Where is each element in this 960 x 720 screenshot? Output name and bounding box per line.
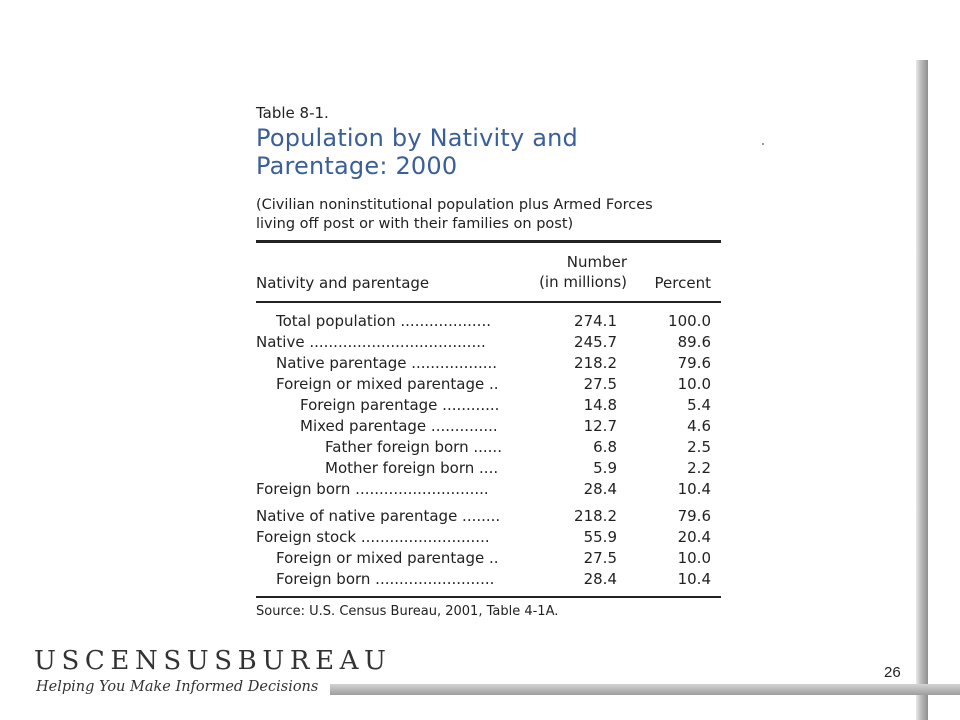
bottom-decorative-bar bbox=[330, 684, 960, 695]
row-label: Native parentage .................. bbox=[276, 354, 498, 372]
row-percent: 79.6 bbox=[677, 354, 711, 372]
row-label: Foreign parentage ............ bbox=[300, 396, 500, 414]
census-bureau-tagline: Helping You Make Informed Decisions bbox=[36, 679, 319, 695]
table-row bbox=[256, 311, 721, 332]
table-row bbox=[256, 548, 721, 569]
table-row bbox=[256, 353, 721, 374]
row-percent: 10.4 bbox=[677, 570, 711, 588]
row-number: 27.5 bbox=[583, 549, 617, 567]
header-number-line1: Number bbox=[566, 253, 627, 271]
row-percent: 2.2 bbox=[687, 459, 711, 477]
stray-mark bbox=[762, 143, 764, 145]
table-row bbox=[256, 479, 721, 500]
row-number: 12.7 bbox=[583, 417, 617, 435]
table-title bbox=[256, 124, 721, 180]
table-row bbox=[256, 395, 721, 416]
row-percent: 20.4 bbox=[677, 528, 711, 546]
row-number: 28.4 bbox=[583, 570, 617, 588]
header-nativity: Nativity and parentage bbox=[256, 274, 430, 292]
header-number-line2: (in millions) bbox=[539, 273, 627, 291]
table-source: Source: U.S. Census Bureau, 2001, Table 4-1A. bbox=[256, 604, 559, 619]
table-row bbox=[256, 416, 721, 437]
table-row bbox=[256, 458, 721, 479]
table-row bbox=[256, 527, 721, 548]
table-title-line1: Population by Nativity and bbox=[256, 124, 578, 152]
row-number: 6.8 bbox=[593, 438, 617, 456]
row-label: Foreign or mixed parentage .. bbox=[276, 549, 499, 567]
row-percent: 79.6 bbox=[677, 507, 711, 525]
row-percent: 10.0 bbox=[677, 375, 711, 393]
page-number: 26 bbox=[884, 664, 901, 681]
row-label: Mother foreign born .... bbox=[325, 459, 499, 477]
table-row bbox=[256, 506, 721, 527]
row-percent: 4.6 bbox=[687, 417, 711, 435]
row-number: 27.5 bbox=[583, 375, 617, 393]
census-bureau-logo: USCENSUSBUREAU bbox=[34, 646, 392, 676]
table-subtitle-line1: (Civilian noninstitutional population plus Armed Forces bbox=[256, 197, 653, 213]
row-label: Foreign or mixed parentage .. bbox=[276, 375, 499, 393]
row-group-stock bbox=[256, 506, 721, 590]
table-title-line2: Parentage: 2000 bbox=[256, 152, 458, 180]
header-percent: Percent bbox=[654, 274, 711, 292]
row-percent: 89.6 bbox=[677, 333, 711, 351]
row-number: 55.9 bbox=[583, 528, 617, 546]
row-number: 274.1 bbox=[574, 312, 617, 330]
table-number: Table 8-1. bbox=[256, 104, 329, 122]
row-label: Foreign born ............................ bbox=[256, 480, 489, 498]
row-number: 218.2 bbox=[574, 354, 617, 372]
table-row bbox=[256, 332, 721, 353]
row-percent: 100.0 bbox=[668, 312, 711, 330]
table-row bbox=[256, 569, 721, 590]
nativity-table bbox=[256, 104, 721, 619]
table-body bbox=[256, 303, 721, 596]
row-percent: 10.4 bbox=[677, 480, 711, 498]
row-number: 218.2 bbox=[574, 507, 617, 525]
row-percent: 2.5 bbox=[687, 438, 711, 456]
table-row bbox=[256, 374, 721, 395]
table-subtitle-line2: living off post or with their families on post) bbox=[256, 216, 574, 232]
row-label: Father foreign born ...... bbox=[325, 438, 502, 456]
row-label: Foreign stock ........................... bbox=[256, 528, 490, 546]
row-percent: 5.4 bbox=[687, 396, 711, 414]
row-label: Native of native parentage ........ bbox=[256, 507, 501, 525]
row-number: 5.9 bbox=[593, 459, 617, 477]
table-bottom-rule bbox=[256, 596, 721, 598]
row-label: Native ..................................... bbox=[256, 333, 486, 351]
row-number: 28.4 bbox=[583, 480, 617, 498]
right-decorative-bar bbox=[916, 60, 928, 720]
row-group-nativity bbox=[256, 311, 721, 500]
header-number bbox=[539, 252, 627, 292]
table-row bbox=[256, 437, 721, 458]
row-percent: 10.0 bbox=[677, 549, 711, 567]
row-label: Foreign born ......................... bbox=[276, 570, 495, 588]
table-header bbox=[256, 243, 721, 301]
row-number: 245.7 bbox=[574, 333, 617, 351]
row-label: Total population ................... bbox=[276, 312, 491, 330]
row-label: Mixed parentage .............. bbox=[300, 417, 498, 435]
row-number: 14.8 bbox=[583, 396, 617, 414]
table-subtitle bbox=[256, 196, 721, 234]
